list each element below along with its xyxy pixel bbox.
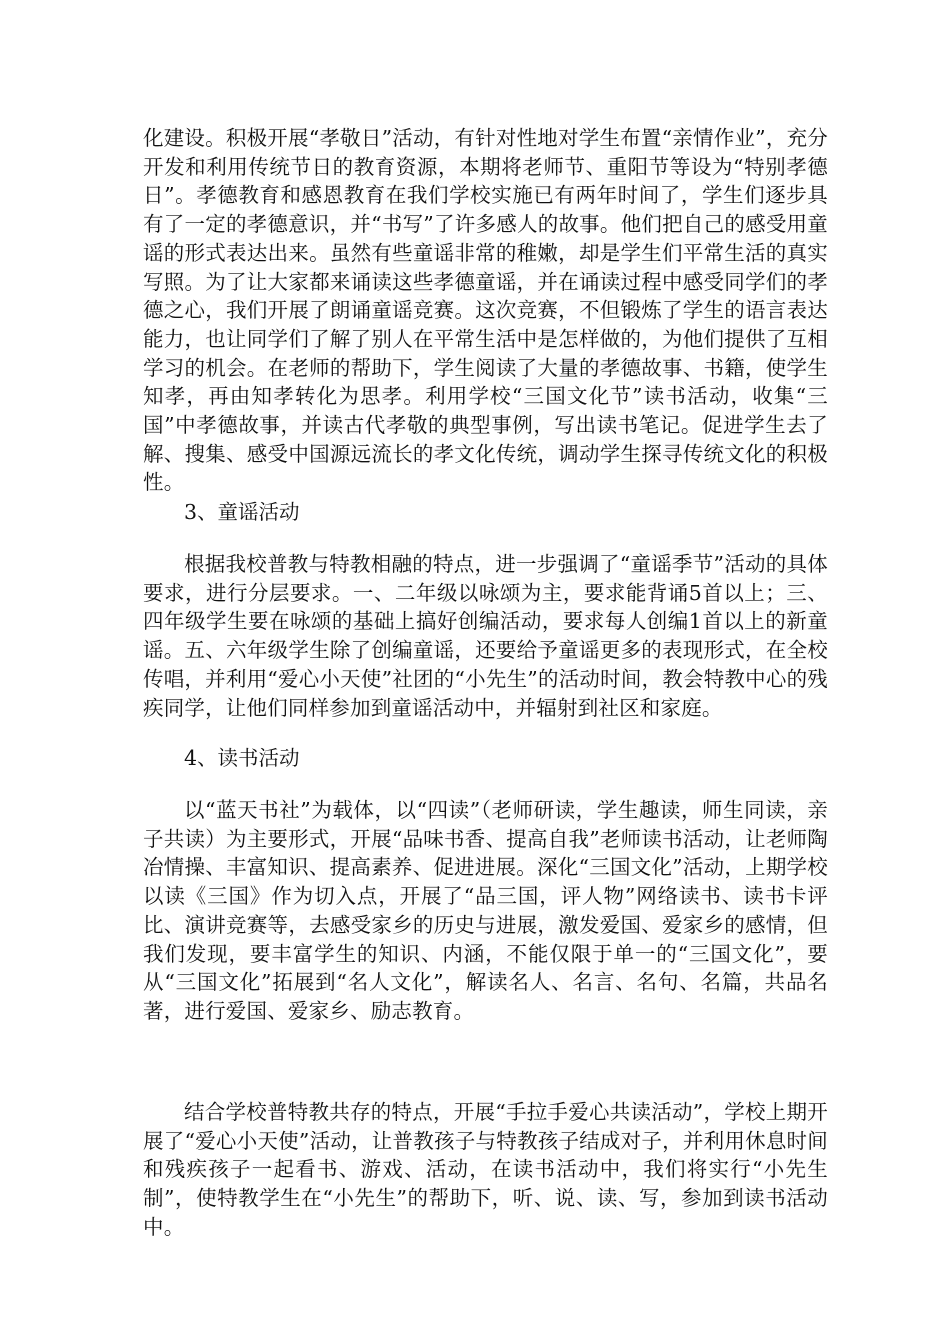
paragraph-reading: 以“蓝天书社”为载体，以“四读”（老师研读，学生趣读，师生同读，亲子共读）为主要形式，开展“品味书香、提高自我”老师读书活动，让老师陶冶情操、丰富知识、提高素养、促进进展。深化“三国文化”活动，上期学校以读《三国》作为切入点，开展了“品三国，评人物”网络读书、读书卡评比、演讲竞赛等，去感受家乡的历史与进展，激发爱国、爱家乡的感情，但我们发现，要丰富学生的知识、内涵，不能仅限于单一的“三国文化”，要从“三国文化”拓展到“名人文化”，解读名人、名言、名句、名篇，共品名著，进行爱国、爱家乡、励志教育。 <box>143 798 828 1023</box>
section-heading-nursery-rhyme: 3、童谣活动 <box>184 500 300 524</box>
section-heading-reading: 4、读书活动 <box>184 746 300 770</box>
paragraph-nursery-rhyme: 根据我校普教与特教相融的特点，进一步强调了“童谣季节”活动的具体要求，进行分层要求。一、二年级以咏颂为主，要求能背诵5首以上；三、四年级学生要在咏颂的基础上搞好创编活动，要求每人创编1首以上的新童谣。五、六年级学生除了创编童谣，还要给予童谣更多的表现形式，在全校传唱，并利用“爱心小天使”社团的“小先生”的活动时间，教会特教中心的残疾同学，让他们同样参加到童谣活动中，并辐射到社区和家庭。 <box>143 552 828 720</box>
paragraph-hand-in-hand: 结合学校普特教共存的特点，开展“手拉手爱心共读活动”，学校上期开展了“爱心小天使”活动，让普教孩子与特教孩子结成对子，并利用休息时间和残疾孩子一起看书、游戏、活动，在读书活动中，我们将实行“小先生制”，使特教学生在“小先生”的帮助下，听、说、读、写，参加到读书活动中。 <box>143 1100 828 1239</box>
paragraph-filial-piety: 化建设。积极开展“孝敬日”活动，有针对性地对学生布置“亲情作业”，充分开发和利用传统节日的教育资源，本期将老师节、重阳节等设为“特别孝德日”。孝德教育和感恩教育在我们学校实施已有两年时间了，学生们逐步具有了一定的孝德意识，并“书写”了许多感人的故事。他们把自己的感受用童谣的形式表达出来。虽然有些童谣非常的稚嫩，却是学生们平常生活的真实写照。为了让大家都来诵读这些孝德童谣，并在诵读过程中感受同学们的孝德之心，我们开展了朗诵童谣竞赛。这次竞赛，不但锻炼了学生的语言表达能力，也让同学们了解了别人在平常生活中是怎样做的，为他们提供了互相学习的机会。在老师的帮助下，学生阅读了大量的孝德故事、书籍，使学生知孝，再由知孝转化为思孝。利用学校“三国文化节”读书活动，收集“三国”中孝德故事，并读古代孝敬的典型事例，写出读书笔记。促进学生去了解、搜集、感受中国源远流长的孝文化传统，调动学生探寻传统文化的积极性。 <box>143 126 828 495</box>
